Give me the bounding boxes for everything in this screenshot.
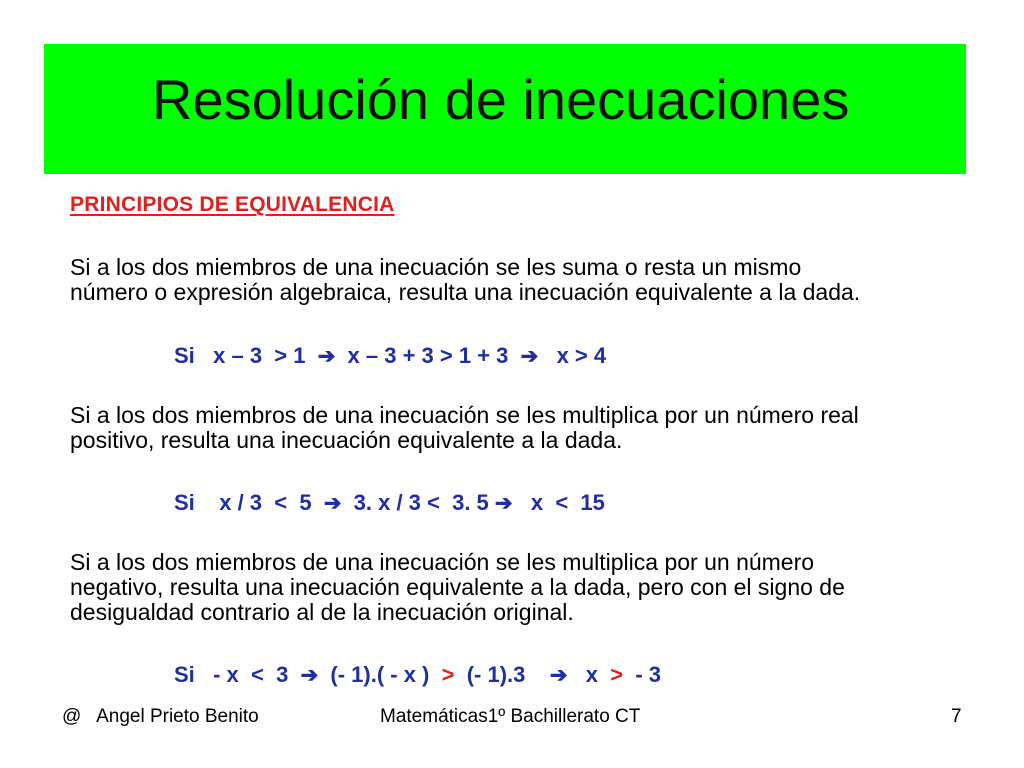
footer-course: Matemáticas1º Bachillerato CT: [380, 706, 641, 727]
right-arrow-icon: ➔: [300, 664, 319, 687]
right-arrow-icon: ➔: [494, 492, 513, 515]
example-part: (- 1).( - x ): [318, 662, 442, 687]
paragraph-line: negativo, resulta una inecuación equivalente a la dada, pero con el signo de: [70, 574, 845, 600]
example-part: Si - x < 3: [174, 662, 301, 687]
example-part: - 3: [623, 662, 662, 687]
section-heading: PRINCIPIOS DE EQUIVALENCIA: [70, 193, 395, 216]
reversed-inequality-sign: >: [610, 662, 624, 687]
slide-title: Resolución de inecuaciones: [152, 68, 850, 131]
paragraph-positive-multiply: [70, 403, 970, 453]
example-sum: [174, 343, 606, 369]
right-arrow-icon: ➔: [323, 492, 342, 515]
example-part: x > 4: [538, 343, 607, 368]
example-part: Si x / 3 < 5: [174, 490, 324, 515]
paragraph-sum-rule: [70, 255, 970, 305]
footer-author: @ Angel Prieto Benito: [62, 706, 259, 727]
paragraph-line: Si a los dos miembros de una inecuación se les multiplica por un número real: [70, 402, 859, 428]
right-arrow-icon: ➔: [520, 345, 539, 368]
reversed-inequality-sign: >: [441, 662, 455, 687]
title-bar: [44, 44, 966, 174]
example-negative: [174, 662, 661, 688]
example-positive: [174, 490, 605, 516]
paragraph-line: positivo, resulta una inecuación equivalente a la dada.: [70, 427, 623, 453]
example-part: Si x – 3 > 1: [174, 343, 318, 368]
paragraph-line: número o expresión algebraica, resulta una inecuación equivalente a la dada.: [70, 279, 861, 305]
example-part: x < 15: [512, 490, 605, 515]
example-part: x: [567, 662, 611, 687]
example-part: 3. x / 3 < 3. 5: [341, 490, 495, 515]
example-part: x – 3 + 3 > 1 + 3: [335, 343, 521, 368]
paragraph-negative-multiply: [70, 550, 970, 625]
right-arrow-icon: ➔: [317, 345, 336, 368]
paragraph-line: Si a los dos miembros de una inecuación se les suma o resta un mismo: [70, 254, 802, 280]
footer-page-number: 7: [951, 706, 962, 727]
paragraph-line: desigualdad contrario al de la inecuación original.: [70, 599, 574, 625]
example-part: (- 1).3: [454, 662, 550, 687]
paragraph-line: Si a los dos miembros de una inecuación se les multiplica por un número: [70, 549, 815, 575]
right-arrow-icon: ➔: [549, 664, 568, 687]
